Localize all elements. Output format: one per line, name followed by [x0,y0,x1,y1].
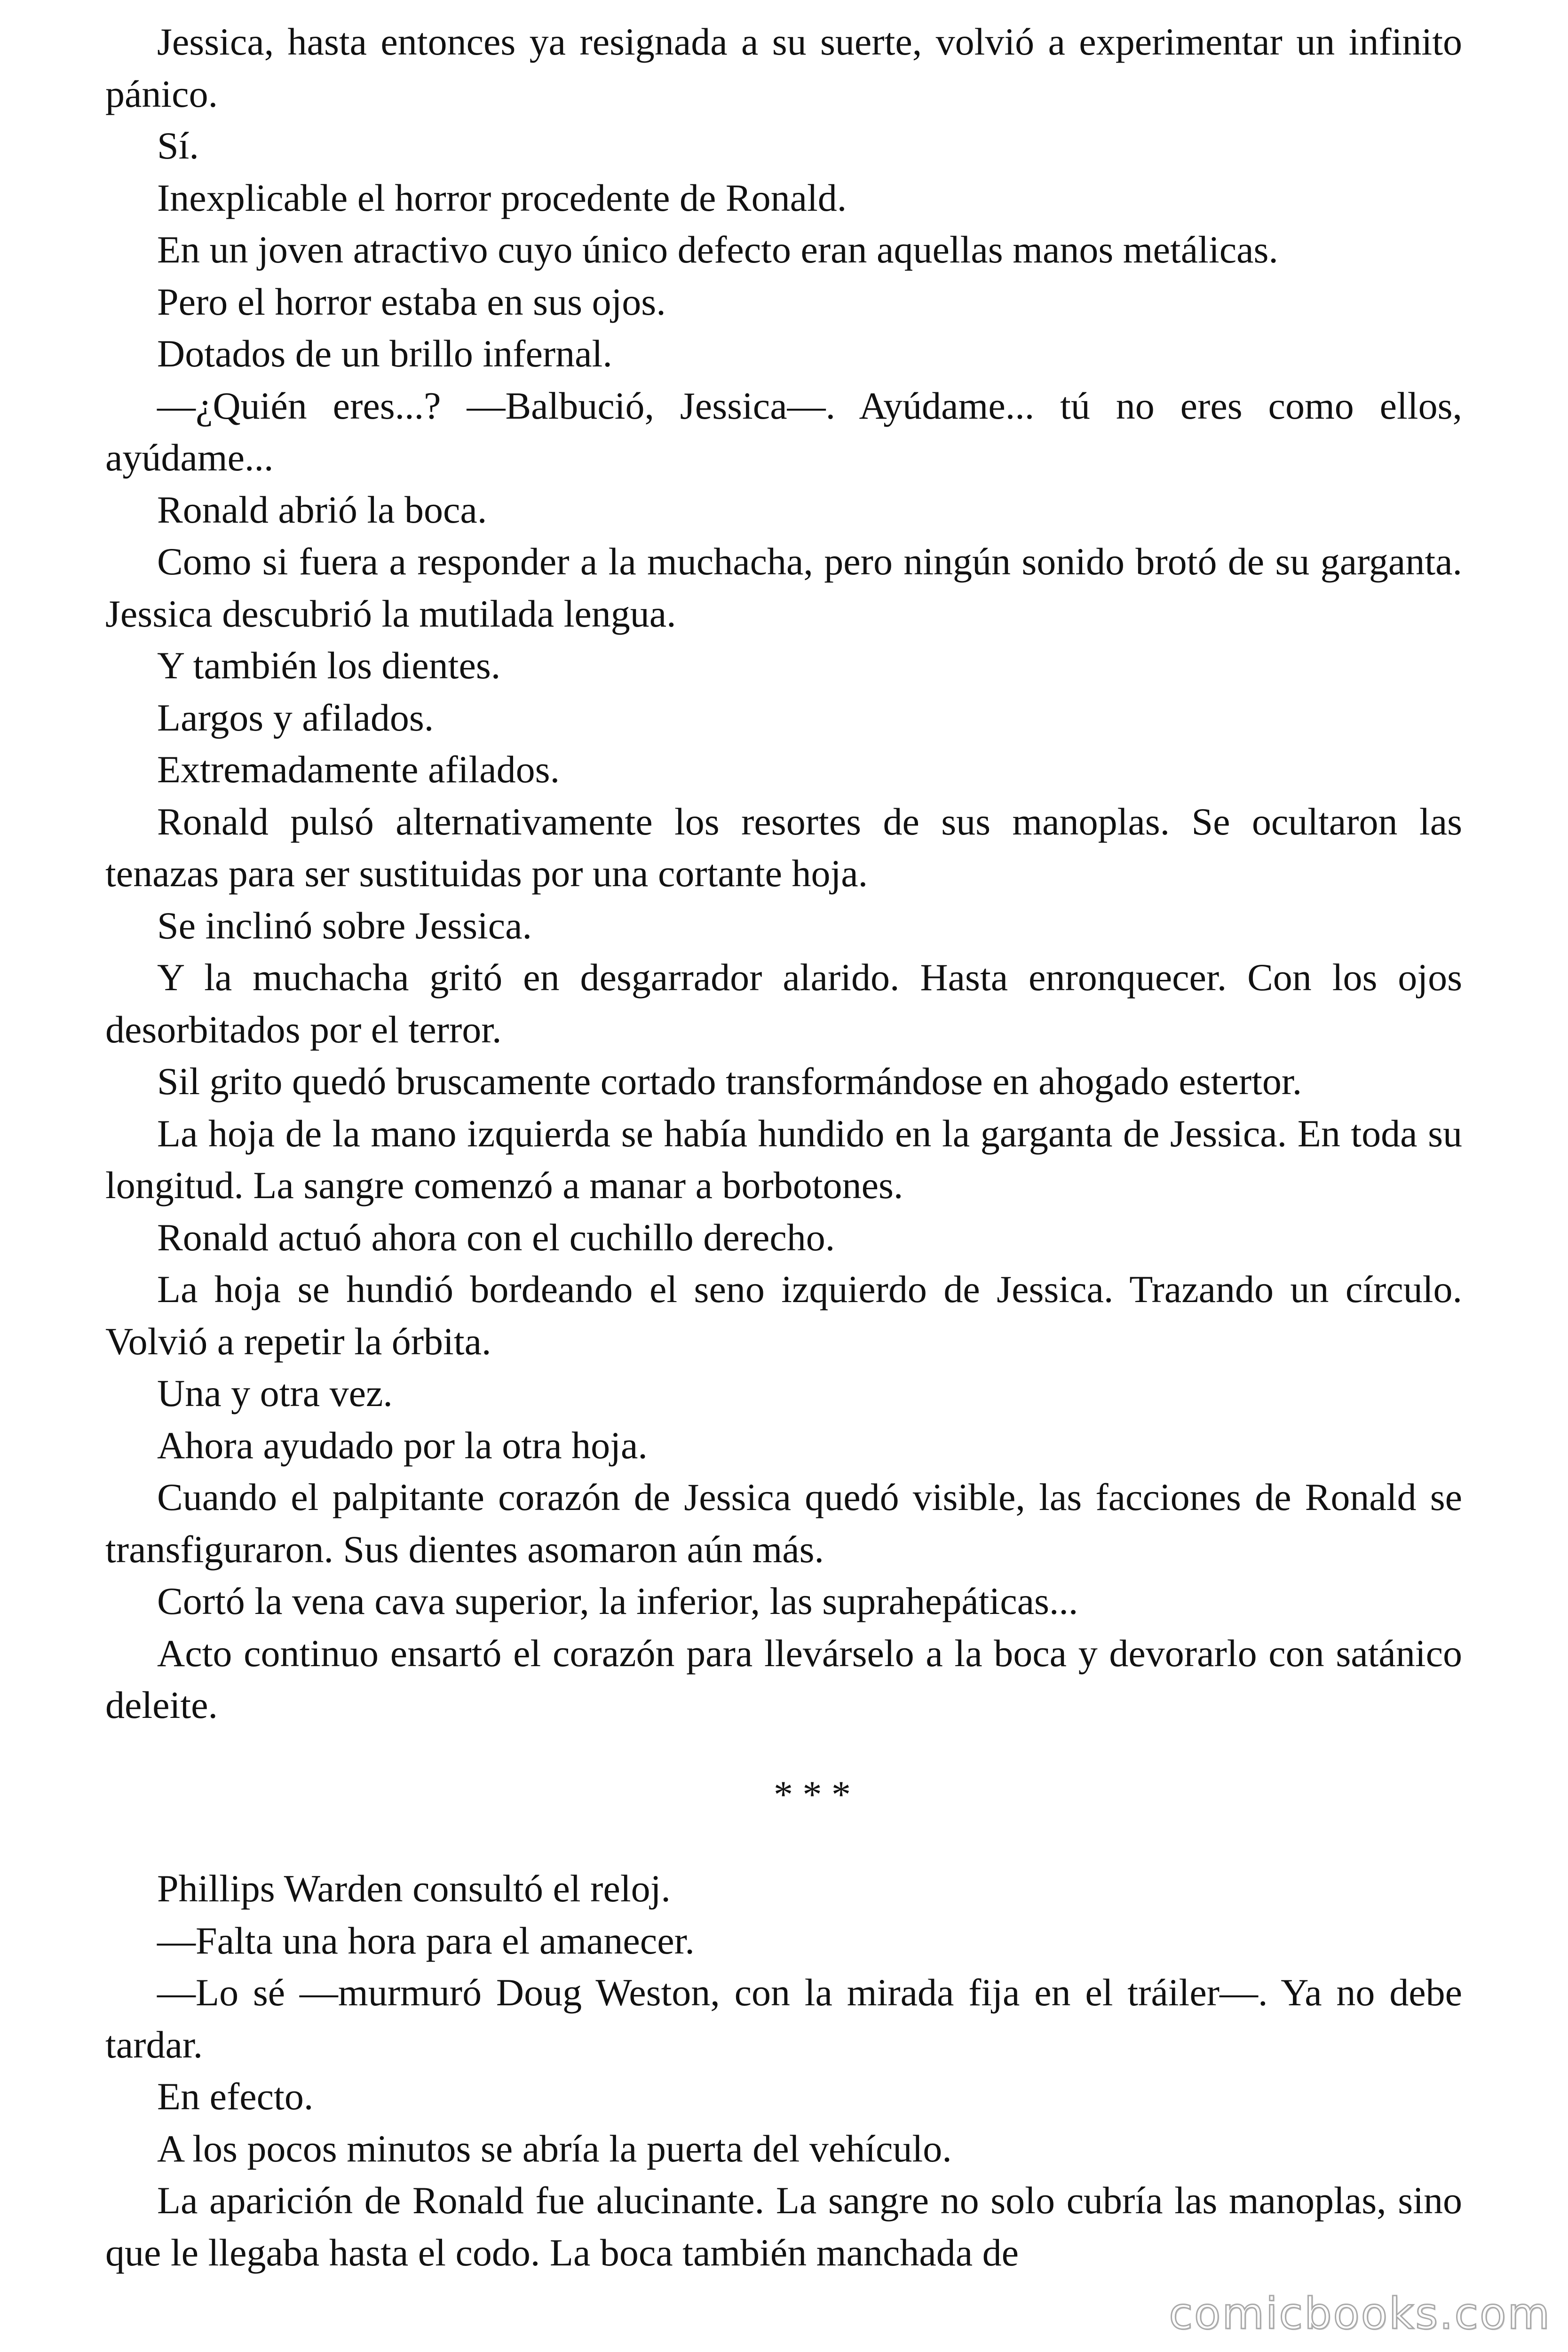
paragraph: Ronald actuó ahora con el cuchillo derecho. [157,1216,835,1259]
paragraph: Una y otra vez. [157,1372,393,1414]
paragraph: A los pocos minutos se abría la puerta del vehículo. [157,2127,952,2170]
paragraph: Y la muchacha gritó en desgarrador alarido. Hasta enronquecer. Con los ojos desorbitados por el terror. [105,956,1462,1051]
paragraph: Largos y afilados. [157,696,434,739]
paragraph: La hoja de la mano izquierda se había hundido en la garganta de Jessica. En toda su longitud. La sangre comenzó a manar a borbotones. [105,1112,1462,1207]
paragraph: —Lo sé —murmuró Doug Weston, con la mirada fija en el tráiler—. Ya no debe tardar. [105,1971,1462,2066]
paragraph: Ahora ayudado por la otra hoja. [157,1423,648,1467]
paragraph: Cuando el palpitante corazón de Jessica quedó visible, las facciones de Ronald se transfiguraron. Sus dientes asomaron aún más. [105,1476,1462,1571]
paragraph: En un joven atractivo cuyo único defecto eran aquellas manos metálicas. [157,228,1278,271]
paragraph: Sí. [157,124,199,167]
text-block-before-separator [105,16,1462,1732]
paragraph: Y también los dientes. [157,644,501,687]
paragraph: La hoja se hundió bordeando el seno izquierdo de Jessica. Trazando un círculo. Volvió a repetir la órbita. [105,1268,1462,1363]
paragraph: Dotados de un brillo infernal. [157,332,612,375]
paragraph: —Falta una hora para el amanecer. [157,1919,695,1962]
paragraph: Sil grito quedó bruscamente cortado transformándose en ahogado estertor. [157,1060,1302,1103]
paragraph: En efecto. [157,2075,314,2118]
paragraph: La aparición de Ronald fue alucinante. La sangre no solo cubría las manoplas, sino que le llegaba hasta el codo. La boca también manchada de [105,2179,1462,2274]
paragraph: Ronald abrió la boca. [157,488,487,531]
paragraph: Ronald pulsó alternativamente los resortes de sus manoplas. Se ocultaron las tenazas para ser sustituidas por una cortante hoja. [105,800,1462,895]
paragraph: Se inclinó sobre Jessica. [157,904,532,947]
paragraph: Acto continuo ensartó el corazón para llevárselo a la boca y devorarlo con satánico deleite. [105,1631,1462,1726]
paragraph: Phillips Warden consultó el reloj. [157,1867,671,1910]
paragraph: Cortó la vena cava superior, la inferior, las suprahepáticas... [157,1580,1078,1622]
section-separator: * * * [774,1773,851,1816]
text-block-after-separator [105,1863,1462,2279]
paragraph: Pero el horror estaba en sus ojos. [157,280,666,323]
site-watermark: comicbooks.com [1169,2288,1551,2339]
paragraph: Jessica, hasta entonces ya resignada a su suerte, volvió a experimentar un infinito pánico. [105,20,1462,115]
paragraph: Como si fuera a responder a la muchacha, pero ningún sonido brotó de su garganta. Jessica descubrió la mutilada lengua. [105,540,1462,635]
paragraph: —¿Quién eres...? —Balbució, Jessica—. Ayúdame... tú no eres como ellos, ayúdame... [105,384,1462,479]
paragraph: Inexplicable el horror procedente de Ronald. [157,176,847,219]
paragraph: Extremadamente afilados. [157,748,560,791]
